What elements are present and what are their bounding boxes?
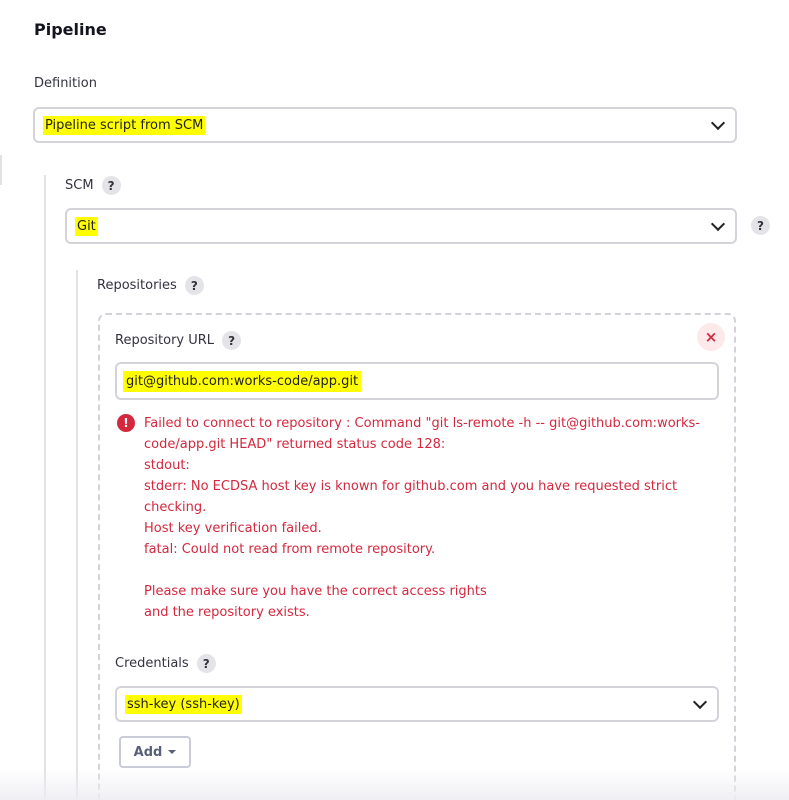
scm-guide-line [44,175,46,800]
error-line: checking. [144,500,207,515]
definition-selected-value: Pipeline script from SCM [45,117,204,133]
repositories-label [97,276,204,295]
repository-url-label-text: Repository URL [115,333,215,348]
credentials-label [115,654,216,673]
error-line: Host key verification failed. [144,521,322,536]
error-line: Please make sure you have the correct access rights [144,584,487,599]
scm-label [65,176,121,195]
repository-url-value: git@github.com:works-code/app.git [123,371,361,392]
close-icon[interactable]: × [697,323,725,351]
scm-label-text: SCM [65,178,94,193]
question-mark-icon[interactable]: ? [102,176,121,195]
outer-guide-line [0,155,2,185]
definition-select[interactable] [33,107,737,143]
credentials-select[interactable] [115,686,719,722]
caret-down-icon [168,750,176,754]
credentials-label-text: Credentials [115,656,189,671]
credentials-selected-value: ssh-key (ssh-key) [127,696,240,712]
repository-url-input[interactable] [115,362,719,400]
error-line: code/app.git HEAD" returned status code 128: [144,437,446,452]
definition-label-text: Definition [34,76,97,91]
repositories-label-text: Repositories [97,278,177,293]
definition-label [34,76,97,91]
question-mark-icon[interactable]: ? [751,216,770,235]
scm-select[interactable] [65,208,737,244]
error-line: stdout: [144,458,190,473]
error-line [144,560,714,581]
scm-selected-value: Git [77,218,96,234]
error-line: Failed to connect to repository : Command "git ls-remote -h -- git@github.com:works- [144,416,700,431]
question-mark-icon[interactable]: ? [222,331,241,350]
error-line: and the repository exists. [144,605,310,620]
chevron-down-icon [711,116,725,130]
error-icon: ! [117,414,135,432]
error-line: stderr: No ECDSA host key is known for github.com and you have requested strict [144,479,678,494]
add-credentials-button[interactable] [119,736,191,768]
add-button-label: Add [133,744,163,760]
error-line: fatal: Could not read from remote repository. [144,542,436,557]
chevron-down-icon [711,217,725,231]
chevron-down-icon [693,695,707,709]
section-title: Pipeline [34,20,107,39]
question-mark-icon[interactable]: ? [185,276,204,295]
bottom-fade [0,768,789,800]
repository-error-message [144,413,714,623]
question-mark-icon[interactable]: ? [197,654,216,673]
repository-url-label [115,331,241,350]
repositories-guide-line [76,270,78,800]
